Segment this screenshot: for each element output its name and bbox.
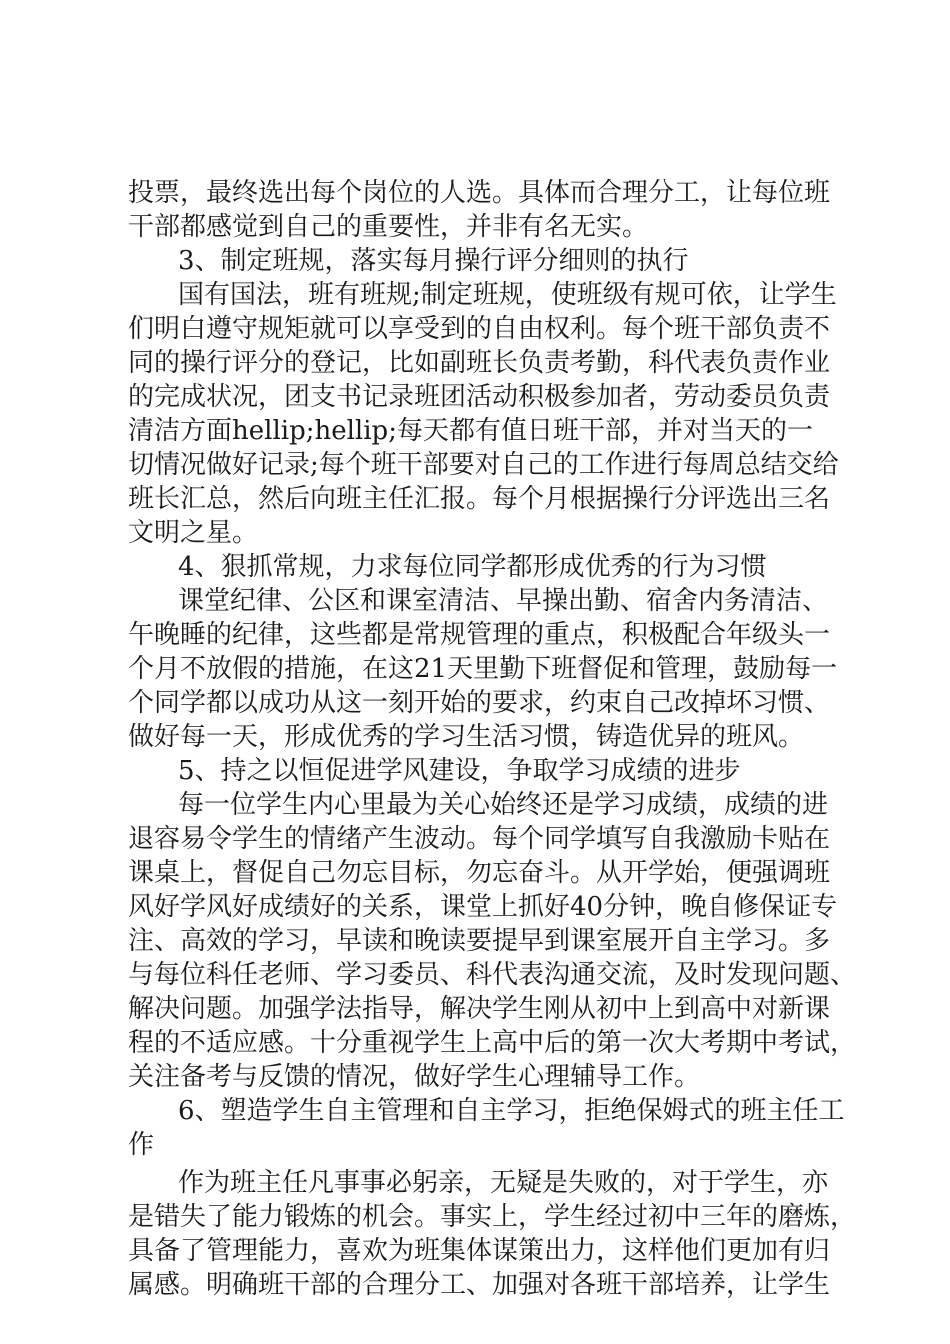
text-line: 投票，最终选出每个岗位的人选。具体而合理分工，让每位班	[128, 178, 831, 208]
text-line: 与每位科任老师、学习委员、科代表沟通交流，及时发现问题、	[128, 960, 857, 990]
text-line: 风好学风好成绩好的关系，课堂上抓好40分钟，晚自修保证专	[128, 892, 838, 922]
text-line: 个月不放假的措施，在这21天里勤下班督促和管理，鼓励每一	[128, 654, 838, 684]
text-line: 做好每一天，形成优秀的学习生活习惯，铸造优异的班风。	[128, 722, 805, 752]
text-line: 解决问题。加强学法指导，解决学生刚从初中上到高中对新课	[128, 994, 831, 1024]
text-line: 国有国法，班有班规;制定班规，使班级有规可依，让学生	[178, 280, 837, 310]
section-heading-4: 4、狠抓常规，力求每位同学都形成优秀的行为习惯	[178, 552, 767, 582]
text-line: 退容易令学生的情绪产生波动。每个同学填写自我激励卡贴在	[128, 824, 831, 854]
text-line: 作	[128, 1130, 155, 1160]
text-line: 的完成状况，团支书记录班团活动积极参加者，劳动委员负责	[128, 382, 831, 412]
text-line: 班长汇总，然后向班主任汇报。每个月根据操行分评选出三名	[128, 484, 831, 514]
text-line: 们明白遵守规矩就可以享受到的自由权利。每个班干部负责不	[128, 314, 831, 344]
section-heading-6: 6、塑造学生自主管理和自主学习，拒绝保姆式的班主任工	[178, 1096, 845, 1126]
text-line: 同的操行评分的登记，比如副班长负责考勤，科代表负责作业	[128, 348, 831, 378]
text-line: 关注备考与反馈的情况，做好学生心理辅导工作。	[128, 1062, 701, 1092]
text-line: 课堂纪律、公区和课室清洁、早操出勤、宿舍内务清洁、	[178, 586, 829, 616]
text-line: 属感。明确班干部的合理分工、加强对各班干部培养，让学生	[128, 1270, 831, 1300]
section-heading-3: 3、制定班规，落实每月操行评分细则的执行	[178, 246, 689, 276]
text-line: 每一位学生内心里最为关心始终还是学习成绩，成绩的进	[178, 790, 829, 820]
section-heading-5: 5、持之以恒促进学风建设，争取学习成绩的进步	[178, 756, 741, 786]
text-line: 午晚睡的纪律，这些都是常规管理的重点，积极配合年级头一	[128, 620, 831, 650]
text-line: 是错失了能力锻炼的机会。事实上，学生经过初中三年的磨炼，	[128, 1202, 857, 1232]
text-line: 注、高效的学习，早读和晚读要提早到课室展开自主学习。多	[128, 926, 831, 956]
text-line: 程的不适应感。十分重视学生上高中后的第一次大考期中考试，	[128, 1028, 857, 1058]
text-line: 切情况做好记录;每个班干部要对自己的工作进行每周总结交给	[128, 450, 839, 480]
text-line: 具备了管理能力，喜欢为班集体谋策出力，这样他们更加有归	[128, 1236, 831, 1266]
text-line: 课桌上，督促自己勿忘目标，勿忘奋斗。从开学始，便强调班	[128, 858, 831, 888]
text-line: 文明之星。	[128, 518, 259, 548]
text-line: 干部都感觉到自己的重要性，并非有名无实。	[128, 212, 649, 242]
text-line: 个同学都以成功从这一刻开始的要求，约束自己改掉坏习惯、	[128, 688, 831, 718]
text-line: 作为班主任凡事事必躬亲，无疑是失败的，对于学生，亦	[178, 1168, 829, 1198]
text-line: 清洁方面hellip;hellip;每天都有值日班干部，并对当天的一	[128, 416, 813, 446]
